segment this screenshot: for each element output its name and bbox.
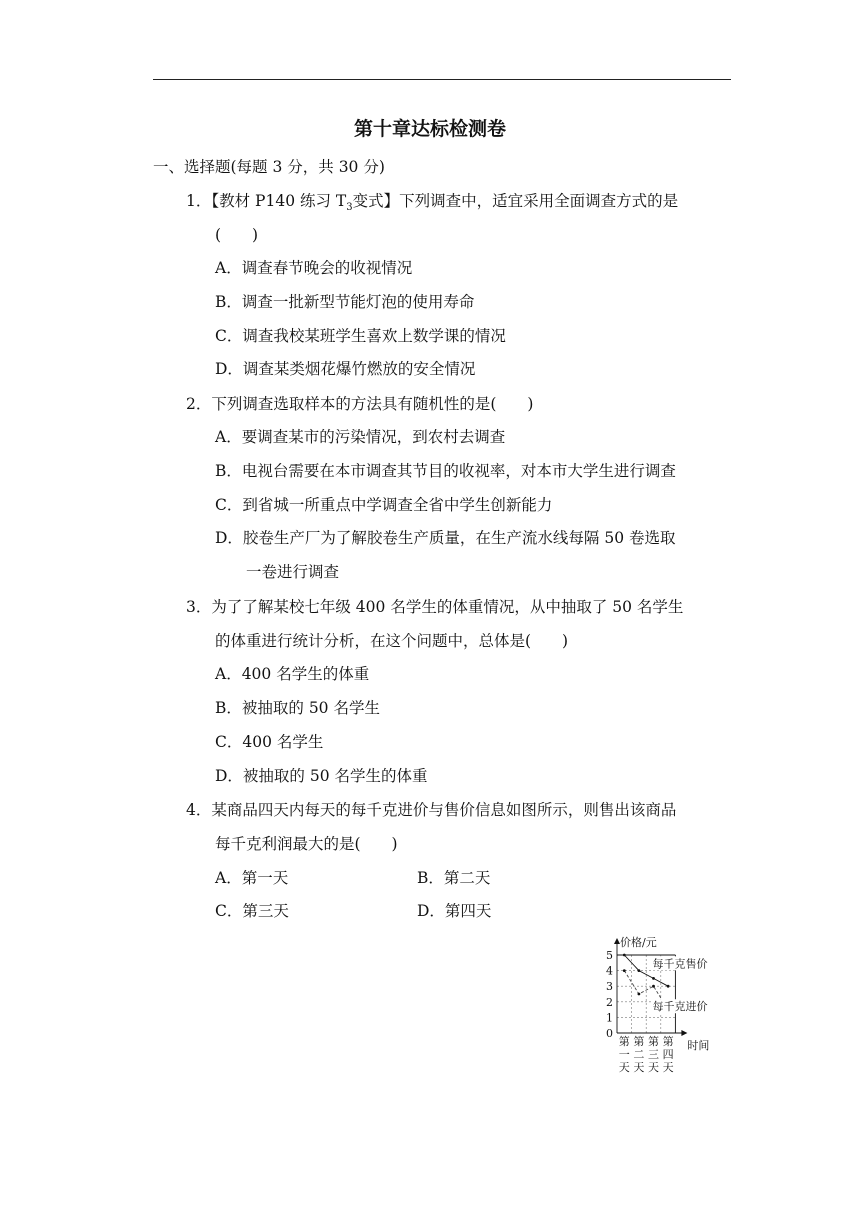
series-label-sell: 每千克售价: [652, 957, 708, 971]
question-text: 下列调查选取样本的方法具有随机性的是( ): [211, 395, 534, 413]
option-b: B．调查一批新型节能灯泡的使用寿命: [215, 293, 475, 311]
question-number: 1．: [186, 192, 212, 210]
x-tick-label: 二: [633, 1048, 645, 1061]
question-number: 3．: [186, 598, 212, 616]
x-tick-label: 天: [662, 1061, 674, 1074]
x-tick-label: 天: [618, 1061, 630, 1074]
x-tick-label: 第: [633, 1035, 645, 1048]
page-title: 第十章达标检测卷: [353, 118, 506, 140]
option-c: C．400 名学生: [215, 733, 324, 751]
question-number: 2．: [186, 395, 212, 413]
y-tick-label: 1: [606, 1011, 613, 1025]
x-tick-label: 三: [648, 1048, 659, 1061]
question-1: [186, 191, 678, 218]
x-tick-label: 第: [662, 1035, 674, 1048]
option-a: A．第一天: [215, 869, 289, 887]
option-d: D．调查某类烟花爆竹燃放的安全情况: [215, 360, 476, 378]
option-b: B．电视台需要在本市调查其节目的收视率，对本市大学生进行调查: [215, 462, 676, 480]
y-tick-label: 0: [606, 1027, 613, 1040]
option-b: B．被抽取的 50 名学生: [215, 699, 380, 717]
x-tick-label: 四: [662, 1048, 674, 1061]
question-1-blank: ( ): [215, 226, 259, 244]
option-c: C．第三天: [215, 902, 289, 920]
data-point: [638, 969, 641, 972]
question-text: 变式】下列调查中，适宜采用全面调查方式的是: [352, 192, 679, 210]
question-3: [186, 597, 683, 617]
y-tick-label: 5: [606, 949, 613, 962]
section-heading: 一、选择题(每题 3 分，共 30 分): [153, 158, 385, 176]
data-point: [623, 969, 626, 972]
question-text: 【教材 P140 练习 T: [211, 192, 347, 210]
option-a: A．要调查某市的污染情况，到农村去调查: [215, 428, 506, 446]
x-tick-label: 一: [618, 1048, 630, 1061]
option-b: B．第二天: [417, 869, 491, 887]
x-axis-arrow: [681, 1030, 687, 1036]
x-axis-label: 时间: [687, 1039, 710, 1052]
question-2: [186, 394, 533, 414]
option-d: D．胶卷生产厂为了解胶卷生产质量，在生产流水线每隔 50 卷选取: [215, 529, 676, 547]
series-label-cost: 每千克进价: [652, 1000, 708, 1014]
question-4-continued: 每千克利润最大的是( ): [215, 835, 398, 853]
option-c: C．到省城一所重点中学调查全省中学生创新能力: [215, 496, 553, 514]
x-tick-label: 第: [648, 1035, 659, 1048]
question-3-continued: 的体重进行统计分析，在这个问题中，总体是( ): [215, 632, 569, 650]
option-a: A．400 名学生的体重: [215, 665, 370, 683]
x-tick-label: 天: [633, 1061, 645, 1074]
y-axis-label: 价格/元: [620, 936, 657, 949]
option-a: A．调查春节晚会的收视情况: [215, 259, 413, 277]
data-point: [667, 985, 670, 988]
price-chart: [600, 935, 750, 1080]
subscript: 3: [346, 202, 353, 214]
x-tick-label: 天: [648, 1061, 659, 1074]
option-d: D．第四天: [417, 902, 492, 920]
option-c: C．调查我校某班学生喜欢上数学课的情况: [215, 327, 506, 345]
option-d-continued: 一卷进行调查: [246, 563, 340, 581]
data-point: [652, 977, 655, 980]
data-point: [638, 993, 641, 996]
y-tick-label: 3: [606, 980, 613, 994]
data-point: [652, 985, 655, 988]
x-tick-label: 第: [618, 1035, 630, 1048]
data-point: [623, 954, 626, 957]
question-text: 为了了解某校七年级 400 名学生的体重情况，从中抽取了 50 名学生: [211, 598, 684, 616]
header-rule: [153, 79, 731, 80]
option-d: D．被抽取的 50 名学生的体重: [215, 767, 428, 785]
y-tick-label: 2: [606, 995, 613, 1009]
question-number: 4．: [186, 801, 212, 819]
question-text: 某商品四天内每天的每千克进价与售价信息如图所示，则售出该商品: [211, 801, 677, 819]
y-tick-label: 4: [606, 964, 613, 978]
question-4: [186, 800, 676, 820]
